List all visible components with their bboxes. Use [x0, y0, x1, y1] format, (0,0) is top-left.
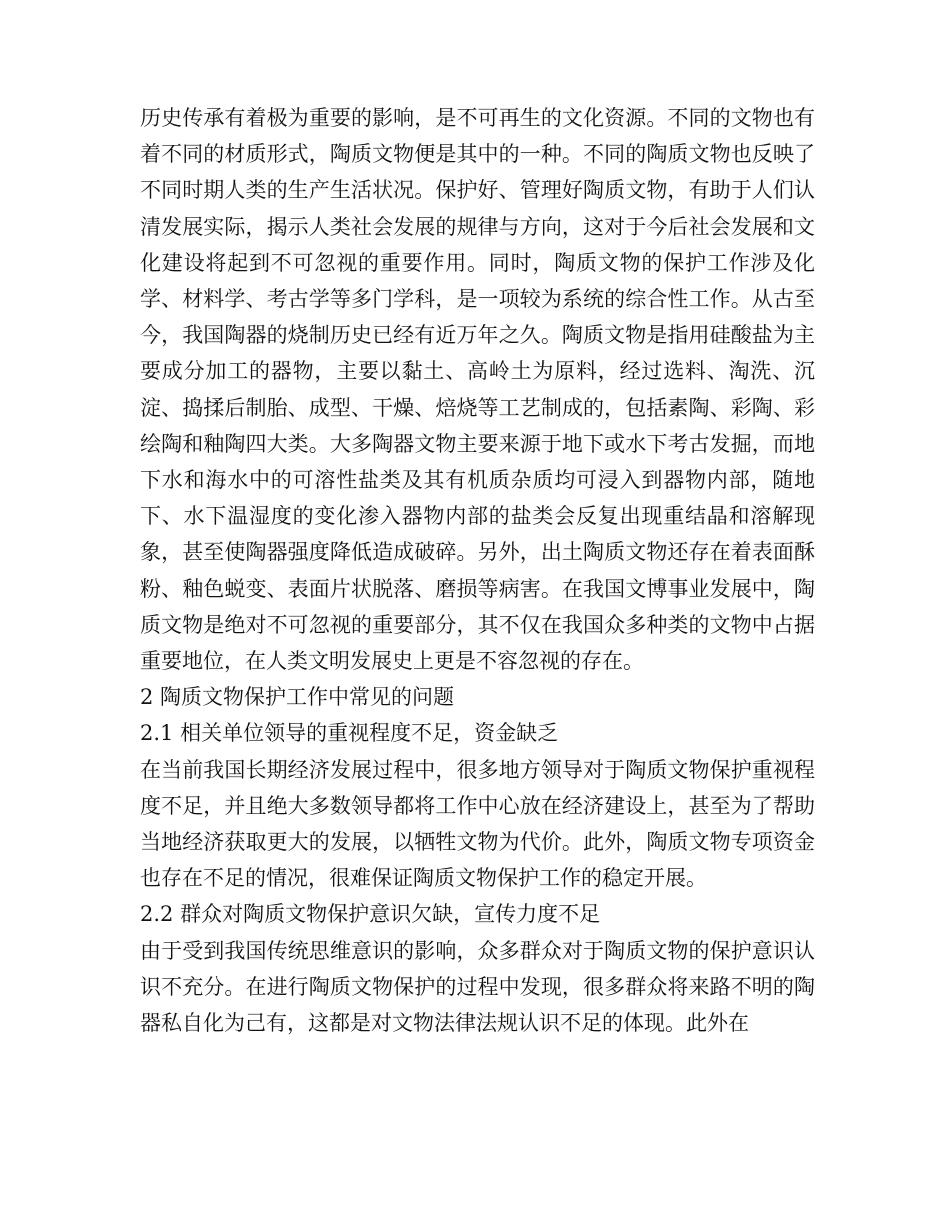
subsection-heading-2-1: 2.1 相关单位领导的重视程度不足，资金缺乏	[140, 721, 559, 746]
paragraph-2-2: 由于受到我国传统思维意识的影响，众多群众对于陶质文物的保护意识认识不充分。在进行陶质文物保护的过程中发现，很多群众将来路不明的陶器私自化为己有，这都是对文物法律法规认识不足的体现。此外在	[140, 938, 815, 1036]
paragraph-2-1: 在当前我国长期经济发展过程中，很多地方领导对于陶质文物保护重视程度不足，并且绝大多数领导都将工作中心放在经济建设上，甚至为了帮助当地经济获取更大的发展，以牺牲文物为代价。此外，陶质文物专项资金也存在不足的情况，很难保证陶质文物保护工作的稳定开展。	[140, 757, 815, 891]
section-heading-2: 2 陶质文物保护工作中常见的问题	[140, 685, 455, 710]
paragraph-intro: 历史传承有着极为重要的影响，是不可再生的文化资源。不同的文物也有着不同的材质形式，陶质文物便是其中的一种。不同的陶质文物也反映了不同时期人类的生产生活状况。保护好、管理好陶质文物，有助于人们认清发展实际，揭示人类社会发展的规律与方向，这对于今后社会发展和文化建设将起到不可忽视的重要作用。同时，陶质文物的保护工作涉及化学、材料学、考古学等多门学科，是一项较为系统的综合性工作。从古至今，我国陶器的烧制历史已经有近万年之久。陶质文物是指用硅酸盐为主要成分加工的器物，主要以黏土、高岭土为原料，经过选料、淘洗、沉淀、捣揉后制胎、成型、干燥、焙烧等工艺制成的，包括素陶、彩陶、彩绘陶和釉陶四大类。大多陶器文物主要来源于地下或水下考古发掘，而地下水和海水中的可溶性盐类及其有机质杂质均可浸入到器物内部，随地下、水下温湿度的变化渗入器物内部的盐类会反复出现重结晶和溶解现象，甚至使陶器强度降低造成破碎。另外，出土陶质文物还存在着表面酥粉、釉色蜕变、表面片状脱落、磨损等病害。在我国文博事业发展中，陶质文物是绝对不可忽视的重要部分，其不仅在我国众多种类的文物中占据重要地位，在人类文明发展史上更是不容忽视的存在。	[140, 106, 815, 674]
subsection-heading-2-2: 2.2 群众对陶质文物保护意识欠缺，宣传力度不足	[140, 902, 601, 927]
document-page	[140, 100, 815, 1041]
